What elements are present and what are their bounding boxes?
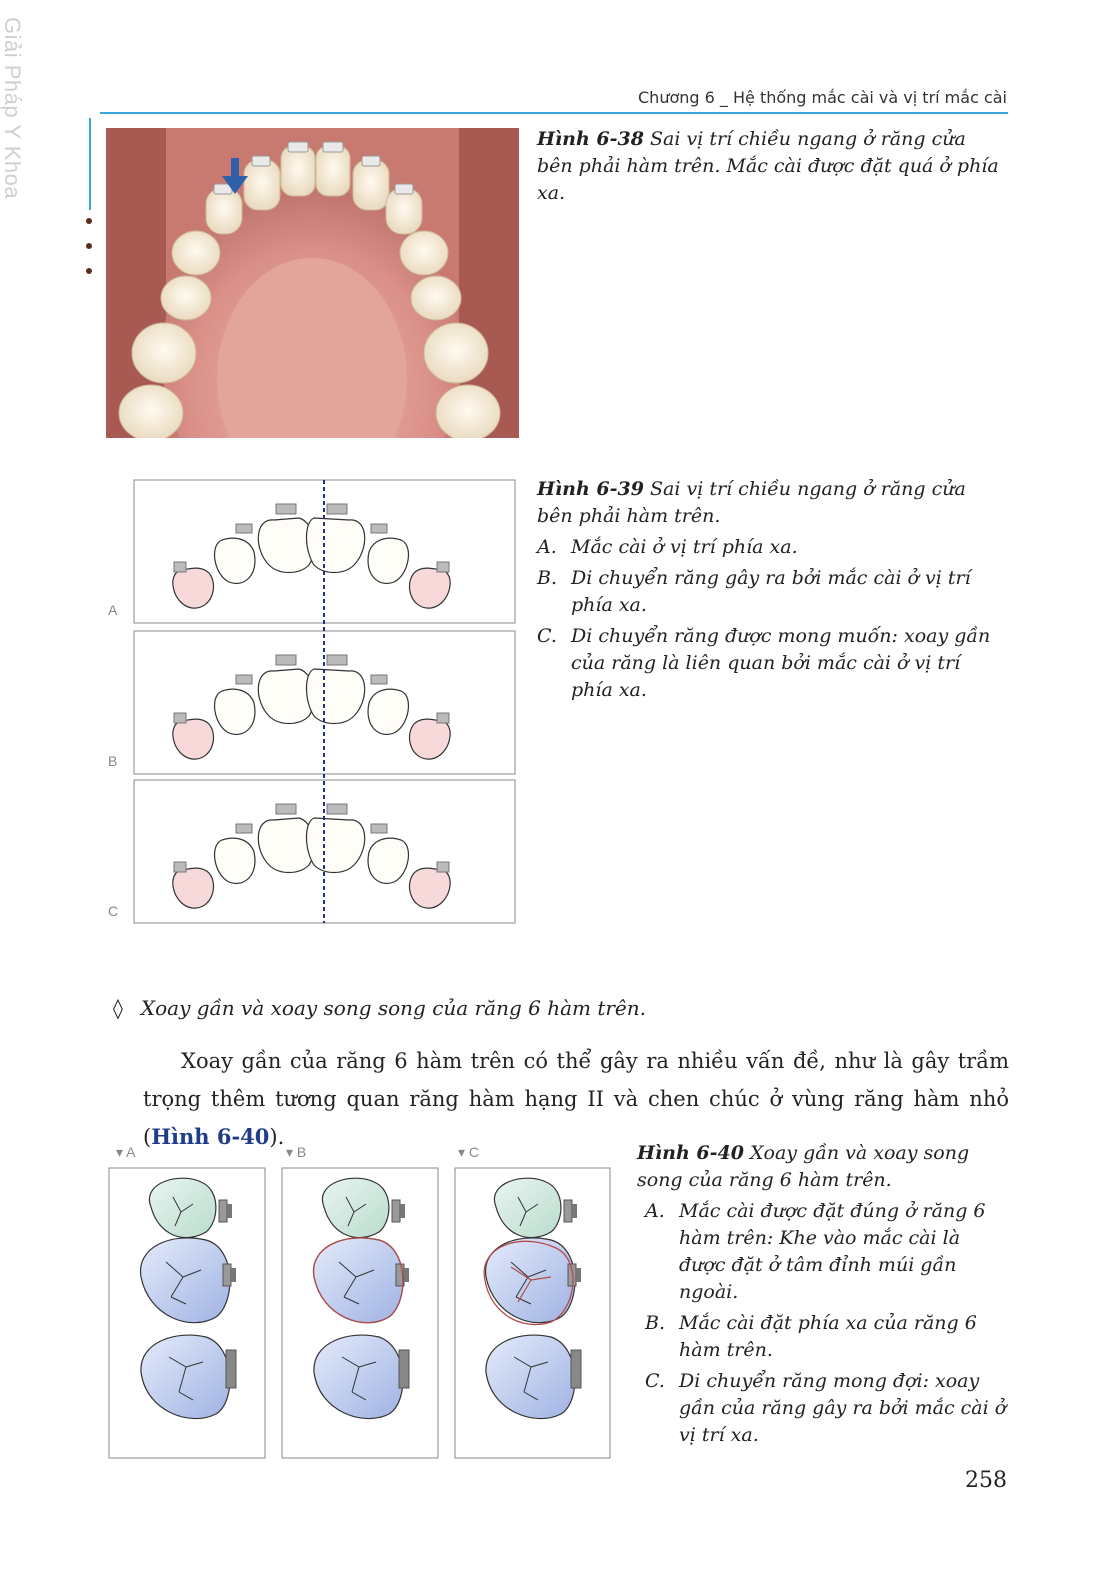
fig39-panel-label: B: [108, 753, 118, 769]
list-text: Mắc cài ở vị trí phía xa.: [571, 536, 798, 558]
fig39-number: Hình 6-39: [537, 478, 644, 500]
fig39-caption: [537, 476, 1007, 708]
fig39-panel-label: A: [108, 602, 118, 618]
list-item: [537, 623, 1007, 704]
diamond-icon: ◊: [113, 996, 123, 1020]
list-item: [645, 1368, 1007, 1449]
decor-dot: [86, 268, 92, 274]
header-vertical-rule: [89, 118, 91, 210]
fig39-panel-label: C: [108, 903, 119, 919]
list-text: Di chuyển răng được mong muốn: xoay gần của răng là liên quan bởi mắc cài ở vị trí phía xa.: [571, 625, 991, 701]
list-letter: A.: [645, 1200, 665, 1222]
watermark: Giải Pháp Y Khoa: [0, 17, 25, 200]
page-number: 258: [965, 1468, 1007, 1493]
header-rule: [100, 112, 1008, 114]
list-letter: A.: [537, 536, 557, 558]
list-text: Mắc cài đặt phía xa của răng 6 hàm trên.: [679, 1312, 977, 1361]
fig40-text: Xoay gần và xoay song song của răng 6 hàm trên.: [637, 1142, 970, 1191]
section-title: Xoay gần và xoay song song của răng 6 hàm trên.: [140, 996, 646, 1020]
list-text: Di chuyển răng gây ra bởi mắc cài ở vị trí phía xa.: [571, 567, 971, 616]
panel-letter: A: [126, 1144, 136, 1160]
paragraph-end: ).: [269, 1125, 285, 1149]
fig40-list: [645, 1198, 1007, 1449]
chapter-header: Chương 6 _ Hệ thống mắc cài và vị trí mắc cài: [638, 88, 1007, 107]
fig38-photo: [106, 128, 519, 438]
paragraph-text: Xoay gần của răng 6 hàm trên có thể gây ra nhiều vấn đề, như là gây trầm trọng thêm tương quan răng hàm hạng II và chen chúc ở vùng răng hàm nhỏ (: [143, 1049, 1009, 1149]
body-paragraph: [143, 1042, 1009, 1156]
fig39-list: [537, 534, 1007, 704]
fig39-text: Sai vị trí chiều ngang ở răng cửa bên phải hàm trên.: [537, 478, 966, 527]
list-item: [537, 534, 1007, 561]
list-letter: C.: [537, 625, 557, 647]
panel-letter: C: [468, 1144, 480, 1160]
fig40-panel-label: ▾ A: [116, 1144, 136, 1160]
list-item: [645, 1310, 1007, 1364]
list-item: [645, 1198, 1007, 1306]
list-item: [537, 565, 1007, 619]
figure-reference: Hình 6-40: [151, 1124, 270, 1149]
fig40-number: Hình 6-40: [637, 1142, 744, 1164]
section-heading: [113, 996, 646, 1020]
fig40-panel-label: ▾ B: [286, 1144, 307, 1160]
fig38-text: Sai vị trí chiều ngang ở răng cửa bên phải hàm trên. Mắc cài được đặt quá ở phía xa.: [537, 128, 999, 204]
list-letter: B.: [645, 1312, 666, 1334]
fig40-caption: [637, 1140, 1007, 1453]
fig40-panel-label: ▾ C: [458, 1144, 480, 1160]
decor-dot: [86, 243, 92, 249]
panel-letter: B: [296, 1144, 307, 1160]
fig39-diagram: [104, 478, 519, 926]
fig38-caption: [537, 126, 1007, 207]
list-letter: C.: [645, 1370, 665, 1392]
list-letter: B.: [537, 567, 558, 589]
decor-dot: [86, 218, 92, 224]
list-text: Mắc cài được đặt đúng ở răng 6 hàm trên: Khe vào mắc cài là được đặt ở tâm đỉnh múi gần ngoài.: [679, 1200, 986, 1303]
list-text: Di chuyển răng mong đợi: xoay gần của răng gây ra bởi mắc cài ở vị trí xa.: [679, 1370, 1007, 1446]
fig38-number: Hình 6-38: [537, 128, 644, 150]
fig40-diagram: [106, 1142, 611, 1460]
